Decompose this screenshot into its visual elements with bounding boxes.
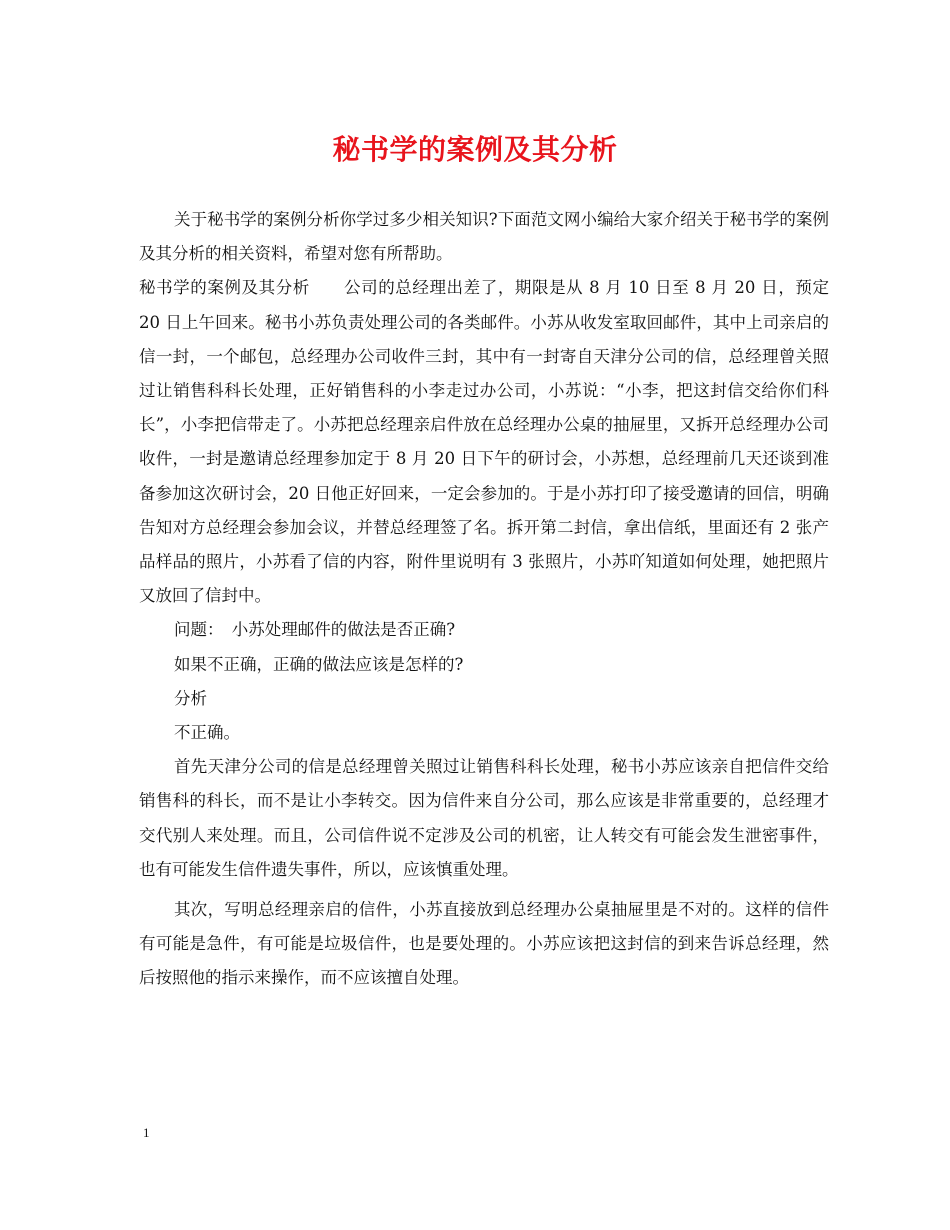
question-followup-line: 如果不正确，正确的做法应该是怎样的? <box>174 654 464 674</box>
intro-paragraph: 关于秘书学的案例分析你学过多少相关知识?下面范文网小编给大家介绍关于秘书学的案例及其分析的相关资料，希望对您有所帮助。 <box>139 210 829 264</box>
answer-line: 不正确。 <box>174 723 240 743</box>
analysis-paragraph-first: 首先天津分公司的信是总经理曾关照过让销售科科长处理，秘书小苏应该亲自把信件交给销售科的科长，而不是让小李转交。因为信件来自分公司，那么应该是非常重要的，总经理才交代别人来处理。而且，公司信件说不定涉及公司的机密，让人转交有可能会发生泄密事件，也有可能发生信件遗失事件，所以，应该慎重处理。 <box>139 757 829 879</box>
analysis-heading: 分析 <box>174 688 207 708</box>
question-line: 问题： 小苏处理邮件的做法是否正确? <box>174 620 456 640</box>
analysis-paragraph-second: 其次，写明总经理亲启的信件，小苏直接放到总经理办公桌抽屉里是不对的。这样的信件有可能是急件，有可能是垃圾信件，也是要处理的。小苏应该把这封信的到来告诉总经理，然后按照他的指示来操作，而不应该擅自处理。 <box>139 900 829 988</box>
case-paragraph: 秘书学的案例及其分析 公司的总经理出差了，期限是从 8 月 10 日至 8 月 20 日，预定 20 日上午回来。秘书小苏负责处理公司的各类邮件。小苏从收发室取回邮件，其中上司亲启的信一封，一个邮包，总经理办公司收件三封，其中有一封寄自天津分公司的信，总经理曾关照过让销售科科长处理，正好销售科的小李走过办公司，小苏说：“小李，把这封信交给你们科长”，小李把信带走了。小苏把总经理亲启件放在总经理办公桌的抽屉里，又拆开总经理办公司收件，一封是邀请总经理参加定于 8 月 20 日下午的研讨会，小苏想，总经理前几天还谈到准备参加这次研讨会，20 日他正好回来，一定会参加的。于是小苏打印了接受邀请的回信，明确告知对方总经理会参加会议，并替总经理签了名。拆开第二封信，拿出信纸，里面还有 2 张产品样品的照片，小苏看了信的内容，附件里说明有 3 张照片，小苏吖知道如何处理，她把照片又放回了信封中。 <box>139 278 829 606</box>
document-title: 秘书学的案例及其分析 <box>332 133 618 166</box>
page-number: 1 <box>143 1125 150 1140</box>
document-body <box>139 203 829 996</box>
